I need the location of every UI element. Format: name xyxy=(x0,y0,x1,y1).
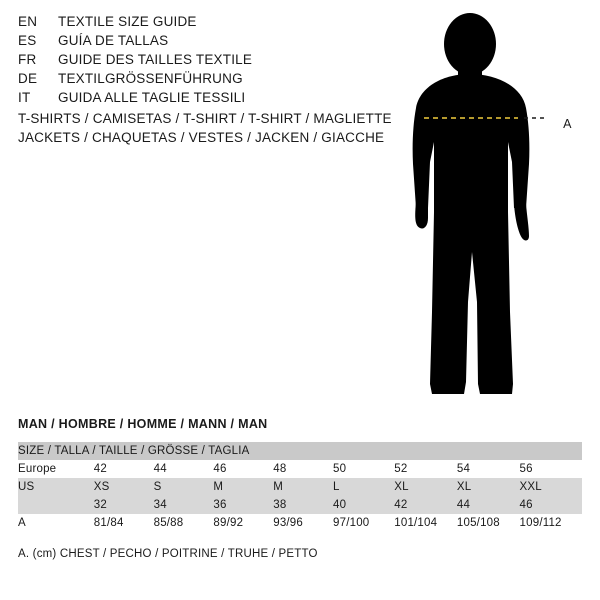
language-title: GUIDA ALLE TAGLIE TESSILI xyxy=(58,90,246,105)
table-cell: L xyxy=(333,481,340,493)
table-cell: 52 xyxy=(394,463,408,475)
language-row xyxy=(18,14,378,33)
table-cell: 85/88 xyxy=(153,517,184,529)
table-cell: 97/100 xyxy=(333,517,370,529)
language-row xyxy=(18,52,378,71)
table-cell: 93/96 xyxy=(273,517,303,529)
table-cell: 54 xyxy=(456,463,471,475)
table-cell: 40 xyxy=(333,499,347,511)
table-cell: 42 xyxy=(93,463,107,475)
table-row xyxy=(18,478,582,496)
category-block xyxy=(18,111,392,149)
table-cell: 36 xyxy=(213,499,227,511)
table-cell: 101/104 xyxy=(394,517,438,529)
table-cell: M xyxy=(273,481,283,493)
table-cell: 89/92 xyxy=(213,517,244,529)
table-cell: S xyxy=(153,481,162,493)
language-code: FR xyxy=(18,52,37,67)
table-cell: 32 xyxy=(93,499,107,511)
table-cell: 44 xyxy=(456,499,471,511)
table-cell: 46 xyxy=(519,499,533,511)
table-cell: XS xyxy=(93,481,110,493)
table-cell: 38 xyxy=(273,499,287,511)
language-row xyxy=(18,90,378,109)
table-header-label: SIZE / TALLA / TAILLE / GRÖSSE / TAGLIA xyxy=(18,445,250,457)
language-title: GUÍA DE TALLAS xyxy=(58,33,169,48)
language-header-block xyxy=(18,14,378,109)
language-code: DE xyxy=(18,71,38,86)
language-row xyxy=(18,71,378,90)
measure-label-a: A xyxy=(563,117,572,131)
table-cell: XL xyxy=(394,481,409,493)
language-code: ES xyxy=(18,33,37,48)
body-figure-illustration xyxy=(372,12,572,407)
table-cell: 42 xyxy=(394,499,408,511)
table-cell: M xyxy=(213,481,224,493)
language-code: IT xyxy=(18,90,31,105)
table-row xyxy=(18,514,582,532)
male-silhouette-icon xyxy=(372,12,572,407)
language-title: TEXTILGRÖSSENFÜHRUNG xyxy=(58,71,243,86)
row-label xyxy=(18,496,94,514)
table-cell: XL xyxy=(456,481,472,493)
language-title: TEXTILE SIZE GUIDE xyxy=(58,14,197,29)
table-cell: XXL xyxy=(519,481,542,493)
table-cell: 34 xyxy=(153,499,167,511)
table-row xyxy=(18,496,582,514)
row-label: Europe xyxy=(18,463,57,475)
table-cell: 50 xyxy=(333,463,347,475)
table-cell: 46 xyxy=(213,463,227,475)
size-table xyxy=(18,442,582,532)
category-line-jackets: JACKETS / CHAQUETAS / VESTES / JACKEN / GIACCHE xyxy=(18,130,385,145)
language-row xyxy=(18,33,378,52)
table-header-row xyxy=(18,442,582,460)
language-code: EN xyxy=(18,14,38,29)
table-cell: 56 xyxy=(519,463,533,475)
table-cell: 48 xyxy=(273,463,287,475)
table-row xyxy=(18,460,582,478)
table-cell: 109/112 xyxy=(519,517,562,529)
category-line-tshirts: T-SHIRTS / CAMISETAS / T-SHIRT / T-SHIRT / MAGLIETTE xyxy=(18,111,392,126)
row-label: US xyxy=(18,481,35,493)
language-title: GUIDE DES TAILLES TEXTILE xyxy=(58,52,253,67)
row-label: A xyxy=(18,517,26,529)
table-cell: 105/108 xyxy=(456,517,500,529)
table-cell: 44 xyxy=(153,463,167,475)
table-footnote: A. (cm) CHEST / PECHO / POITRINE / TRUHE / PETTO xyxy=(18,548,318,560)
table-cell: 81/84 xyxy=(93,517,124,529)
table-section-title: MAN / HOMBRE / HOMME / MANN / MAN xyxy=(18,417,268,431)
